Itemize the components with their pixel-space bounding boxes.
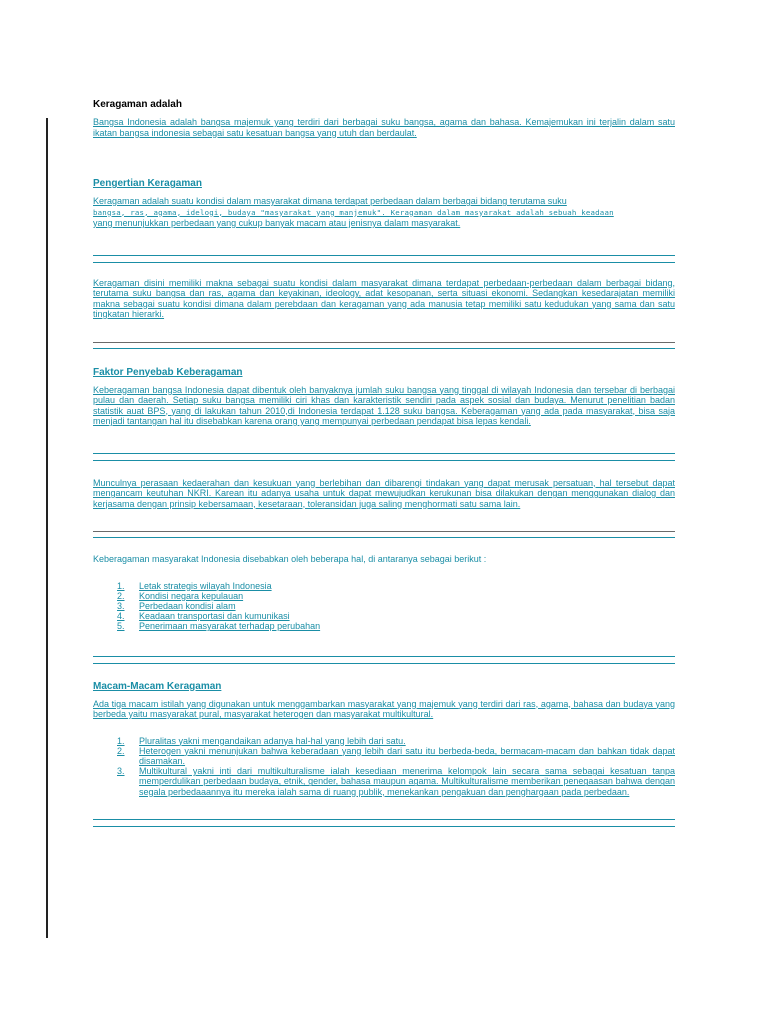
section-divider xyxy=(93,531,675,538)
section-title-macam: Macam-Macam Keragaman xyxy=(93,680,222,692)
section-divider xyxy=(93,342,675,349)
list-macam xyxy=(93,736,675,797)
list-penyebab xyxy=(93,581,675,632)
section-title-keragaman: Keragaman adalah xyxy=(93,99,182,110)
list-item: 4. Keadaan transportasi dan kumunikasi xyxy=(117,611,290,622)
paragraph-makna-keragaman: Keragaman disini memiliki makna sebagai suatu kondisi dalam masyarakat dimana terdapat perbedaan-perbedaan dalam berbagai bidang, terutama suku bangsa dan ras, agama dan keyakinan, ideology, adat kesopanan, serta situasi ekonomi. Sedangkan kesedarajatan memiliki makna sebagai suatu kondisi dimana dalam perebdaan dan keragaman yang ada manusia tetap memiliki satu kedudukan yang sama dan satu tingkatan hierarki. xyxy=(93,277,675,319)
paragraph-faktor: Keberagaman bangsa Indonesia dapat dibentuk oleh banyaknya jumlah suku bangsa yang tinggal di wilayah Indonesia dan tersebar di berbagai pulau dan daerah. Setiap suku bangsa memiliki ciri khas dan karakteristik sendiri pada aspek sosial dan budaya. Menurut penelitian badan statistik auat BPS, yang di lakukan tahun 2010,di Indonesia terdapat 1.128 suku bangsa. Keberagaman yang ada pada masyarakat, bisa saja menjadi tantangan hal itu disebabkan karena orang yang mempunyai perbedaan pendapat bisa lepas kendali. xyxy=(93,384,675,426)
list-item: 2. Heterogen yakni menunjukan bahwa keberadaan yang lebih dari satu itu berbeda-beda, bermacam-macam dan bahkan tidak dapat disamakan. xyxy=(117,745,675,766)
list-item: 1. Pluralitas yakni mengandaikan adanya hal-hal yang lebih dari satu. xyxy=(117,735,406,746)
list-item: 3. Perbedaan kondisi alam xyxy=(117,600,236,611)
list-item: 3. Multikultural yakni inti dari multikulturalisme ialah kesediaan menerima kelompok lain secara sama sebagai kesatuan tanpa memperdulikan perbedaan budaya, etnik, gender, bahasa maupun agama. Multikulturalisme memberikan penegaasan bahwa dengan segala perbedaaannya itu mereka ialah sama di ruang publik, menekankan pengakuan dan penghargaan pada perbedaan. xyxy=(117,766,675,797)
left-margin-line xyxy=(46,118,48,938)
section-title-pengertian: Pengertian Keragaman xyxy=(93,178,202,189)
paragraph-pengertian-line2: bangsa, ras, agama, idelogi, budaya "masyarakat yang manjemuk". Keragaman dalam masyarakat adalah sebuah keadaan xyxy=(93,207,614,217)
section-divider xyxy=(93,819,675,827)
list-item: 5. Penerimaan masyarakat terhadap perubahan xyxy=(117,621,321,632)
list-item: 1. Letak strategis wilayah Indonesia xyxy=(117,580,272,591)
list-item: 2. Kondisi negara kepulauan xyxy=(117,590,244,601)
paragraph-bangsa-indonesia: Bangsa Indonesia adalah bangsa majemuk yang terdiri dari berbagai suku bangsa, agama dan bahasa. Kemajemukan ini terjalin dalam satu ikatan bangsa indonesia sebagai satu kesatuan bangsa yang utuh dan berdaulat. xyxy=(93,117,675,138)
section-divider xyxy=(93,255,675,263)
paragraph-macam-intro: Ada tiga macam istilah yang digunakan untuk menggambarkan masyarakat yang majemuk yang terdiri dari ras, agama, bahasa dan budaya yang berbeda yaitu masyarakat pural, masyarakat heterogen dan masyarakat multikultural. xyxy=(93,698,675,720)
document-content xyxy=(93,99,675,827)
section-divider xyxy=(93,656,675,664)
section-title-faktor: Faktor Penyebab Keberagaman xyxy=(93,366,243,378)
section-divider xyxy=(93,453,675,461)
paragraph-pengertian xyxy=(93,196,675,229)
paragraph-pengertian-line1: Keragaman adalah suatu kondisi dalam masyarakat dimana terdapat perbedaan dalam berbagai bidang terutama suku xyxy=(93,196,567,206)
paragraph-pengertian-line3: yang menunjukkan perbedaan yang cukup banyak macam atau jenisnya dalam masyarakat. xyxy=(93,218,461,228)
paragraph-penyebab-intro: Keberagaman masyarakat Indonesia disebabkan oleh beberapa hal, di antaranya sebagai berikut : xyxy=(93,554,487,564)
paragraph-kedaerahan: Munculnya perasaan kedaerahan dan kesukuan yang berlebihan dan dibarengi tindakan yang dapat merusak persatuan, hal tersebut dapat mengancam keutuhan NKRI. Karean itu adanya usaha untuk dapat mewujudkan kerukunan bisa dilakukan dengan menggunakan dialog dan kerjasama dengan prinsip kebersamaan, kesetaraan, toleransidan juga saling menghormati satu sama lain. xyxy=(93,477,675,509)
